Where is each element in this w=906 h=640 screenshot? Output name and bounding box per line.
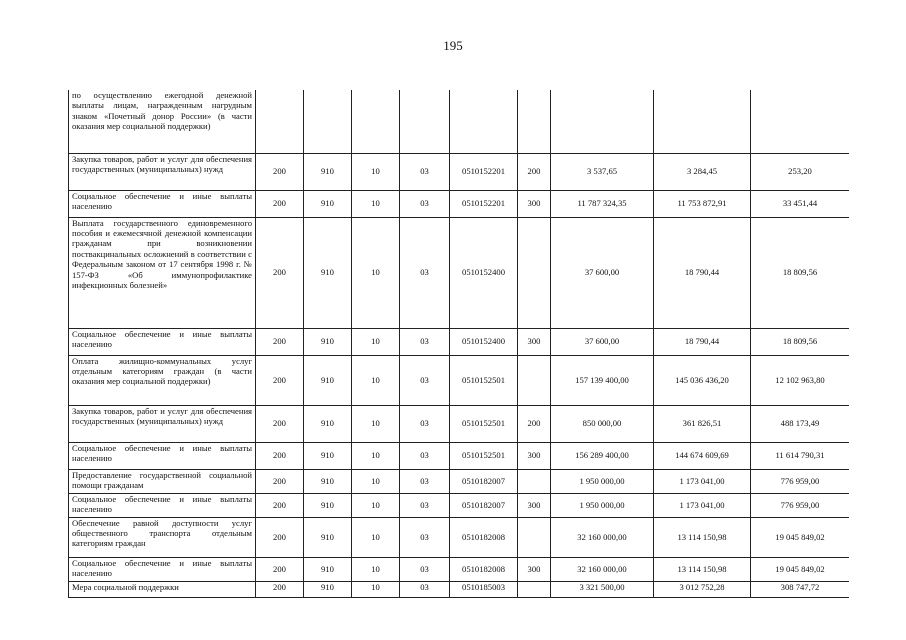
table-row — [69, 217, 850, 328]
table-row — [69, 442, 850, 469]
value-3-cell: 308 747,72 — [751, 581, 850, 597]
column-1-cell: 200 — [256, 405, 304, 442]
column-3-cell: 10 — [352, 217, 400, 328]
table-row — [69, 405, 850, 442]
value-3-cell: 776 959,00 — [751, 493, 850, 517]
value-3-cell — [751, 90, 850, 153]
row-name-cell: Социальное обеспечение и иные выплаты населению — [69, 442, 256, 469]
value-2-cell: 144 674 609,69 — [654, 442, 751, 469]
column-1-cell: 200 — [256, 493, 304, 517]
table-row — [69, 190, 850, 217]
row-name-cell: Обеспечение равной доступности услуг общественного транспорта отдельным категориям граждан — [69, 517, 256, 557]
table-row — [69, 469, 850, 493]
table-row — [69, 557, 850, 581]
column-1-cell: 200 — [256, 190, 304, 217]
row-name-cell: Мера социальной поддержки — [69, 581, 256, 597]
column-2-cell: 910 — [304, 405, 352, 442]
column-5-cell: 0510152201 — [450, 153, 518, 190]
column-5-cell: 0510152501 — [450, 442, 518, 469]
value-1-cell: 850 000,00 — [551, 405, 654, 442]
column-1-cell: 200 — [256, 217, 304, 328]
column-4-cell: 03 — [400, 557, 450, 581]
column-3-cell: 10 — [352, 355, 400, 405]
column-4-cell: 03 — [400, 493, 450, 517]
column-2-cell: 910 — [304, 355, 352, 405]
column-3-cell — [352, 90, 400, 153]
column-4-cell: 03 — [400, 153, 450, 190]
column-6-cell — [518, 517, 551, 557]
column-2-cell: 910 — [304, 190, 352, 217]
value-1-cell: 1 950 000,00 — [551, 493, 654, 517]
column-5-cell — [450, 90, 518, 153]
value-1-cell: 3 321 500,00 — [551, 581, 654, 597]
column-5-cell: 0510152400 — [450, 328, 518, 355]
column-3-cell: 10 — [352, 405, 400, 442]
column-6-cell: 300 — [518, 557, 551, 581]
column-5-cell: 0510152501 — [450, 405, 518, 442]
column-4-cell: 03 — [400, 405, 450, 442]
column-1-cell: 200 — [256, 581, 304, 597]
column-5-cell: 0510182008 — [450, 557, 518, 581]
row-name-cell: Выплата государственного единовременного пособия и ежемесячной денежной компенсации гражданам при возникновении поствакцинальных осложнений в соответствии с Федеральным законом от 17 сентября 1998 г. № 157-ФЗ «Об иммунопрофилактике инфекционных болезней» — [69, 217, 256, 328]
value-2-cell: 1 173 041,00 — [654, 493, 751, 517]
value-3-cell: 12 102 963,80 — [751, 355, 850, 405]
column-6-cell: 300 — [518, 442, 551, 469]
column-6-cell — [518, 469, 551, 493]
value-3-cell: 19 045 849,02 — [751, 557, 850, 581]
value-3-cell: 253,20 — [751, 153, 850, 190]
table-row — [69, 153, 850, 190]
row-name-cell: Оплата жилищно-коммунальных услуг отдельным категориям граждан (в части оказания мер социальной поддержки) — [69, 355, 256, 405]
column-1-cell: 200 — [256, 355, 304, 405]
column-3-cell: 10 — [352, 493, 400, 517]
column-6-cell: 200 — [518, 153, 551, 190]
budget-table — [68, 90, 849, 598]
column-3-cell: 10 — [352, 581, 400, 597]
value-2-cell: 13 114 150,98 — [654, 517, 751, 557]
column-6-cell: 300 — [518, 328, 551, 355]
value-2-cell: 18 790,44 — [654, 328, 751, 355]
column-6-cell — [518, 581, 551, 597]
column-2-cell — [304, 90, 352, 153]
column-3-cell: 10 — [352, 153, 400, 190]
row-name-cell: по осуществлению ежегодной денежной выплаты лицам, награжденным нагрудным знаком «Почетный донор России» (в части оказания мер социальной поддержки) — [69, 90, 256, 153]
column-2-cell: 910 — [304, 469, 352, 493]
value-1-cell: 32 160 000,00 — [551, 557, 654, 581]
row-name-cell: Закупка товаров, работ и услуг для обеспечения государственных (муниципальных) нужд — [69, 405, 256, 442]
row-name-cell: Предоставление государственной социальной помощи гражданам — [69, 469, 256, 493]
column-4-cell: 03 — [400, 469, 450, 493]
column-5-cell: 0510185003 — [450, 581, 518, 597]
table-body — [69, 90, 850, 597]
column-3-cell: 10 — [352, 328, 400, 355]
value-2-cell: 11 753 872,91 — [654, 190, 751, 217]
column-3-cell: 10 — [352, 557, 400, 581]
value-2-cell: 1 173 041,00 — [654, 469, 751, 493]
column-6-cell — [518, 90, 551, 153]
column-4-cell: 03 — [400, 442, 450, 469]
column-3-cell: 10 — [352, 190, 400, 217]
table-row — [69, 328, 850, 355]
column-2-cell: 910 — [304, 493, 352, 517]
column-3-cell: 10 — [352, 517, 400, 557]
column-1-cell: 200 — [256, 557, 304, 581]
budget-table-container — [68, 90, 849, 640]
column-4-cell: 03 — [400, 355, 450, 405]
column-3-cell: 10 — [352, 442, 400, 469]
column-5-cell: 0510182007 — [450, 469, 518, 493]
value-1-cell — [551, 90, 654, 153]
row-name-cell: Закупка товаров, работ и услуг для обеспечения государственных (муниципальных) нужд — [69, 153, 256, 190]
column-3-cell: 10 — [352, 469, 400, 493]
value-3-cell: 488 173,49 — [751, 405, 850, 442]
value-2-cell: 3 012 752,28 — [654, 581, 751, 597]
column-5-cell: 0510152501 — [450, 355, 518, 405]
column-1-cell: 200 — [256, 442, 304, 469]
column-2-cell: 910 — [304, 442, 352, 469]
column-6-cell — [518, 217, 551, 328]
column-6-cell: 300 — [518, 493, 551, 517]
value-1-cell: 156 289 400,00 — [551, 442, 654, 469]
value-1-cell: 32 160 000,00 — [551, 517, 654, 557]
value-2-cell: 18 790,44 — [654, 217, 751, 328]
value-1-cell: 11 787 324,35 — [551, 190, 654, 217]
page-number: 195 — [443, 38, 463, 53]
row-name-cell: Социальное обеспечение и иные выплаты населению — [69, 190, 256, 217]
column-6-cell: 300 — [518, 190, 551, 217]
column-5-cell: 0510152201 — [450, 190, 518, 217]
column-2-cell: 910 — [304, 153, 352, 190]
value-1-cell: 1 950 000,00 — [551, 469, 654, 493]
value-3-cell: 18 809,56 — [751, 328, 850, 355]
table-row — [69, 517, 850, 557]
column-4-cell: 03 — [400, 217, 450, 328]
value-3-cell: 19 045 849,02 — [751, 517, 850, 557]
column-1-cell — [256, 90, 304, 153]
table-row — [69, 493, 850, 517]
column-2-cell: 910 — [304, 557, 352, 581]
value-1-cell: 157 139 400,00 — [551, 355, 654, 405]
column-4-cell: 03 — [400, 190, 450, 217]
value-3-cell: 18 809,56 — [751, 217, 850, 328]
column-4-cell — [400, 90, 450, 153]
column-2-cell: 910 — [304, 581, 352, 597]
value-3-cell: 776 959,00 — [751, 469, 850, 493]
value-3-cell: 11 614 790,31 — [751, 442, 850, 469]
value-2-cell: 145 036 436,20 — [654, 355, 751, 405]
value-3-cell: 33 451,44 — [751, 190, 850, 217]
value-1-cell: 37 600,00 — [551, 328, 654, 355]
column-1-cell: 200 — [256, 469, 304, 493]
value-2-cell: 3 284,45 — [654, 153, 751, 190]
column-2-cell: 910 — [304, 517, 352, 557]
value-1-cell: 3 537,65 — [551, 153, 654, 190]
column-1-cell: 200 — [256, 517, 304, 557]
value-2-cell: 13 114 150,98 — [654, 557, 751, 581]
row-name-cell: Социальное обеспечение и иные выплаты населению — [69, 557, 256, 581]
column-4-cell: 03 — [400, 581, 450, 597]
column-1-cell: 200 — [256, 153, 304, 190]
column-5-cell: 0510182007 — [450, 493, 518, 517]
column-2-cell: 910 — [304, 217, 352, 328]
column-1-cell: 200 — [256, 328, 304, 355]
column-6-cell — [518, 355, 551, 405]
table-row — [69, 355, 850, 405]
value-1-cell: 37 600,00 — [551, 217, 654, 328]
table-row — [69, 581, 850, 597]
table-row — [69, 90, 850, 153]
column-6-cell: 200 — [518, 405, 551, 442]
value-2-cell — [654, 90, 751, 153]
column-5-cell: 0510182008 — [450, 517, 518, 557]
row-name-cell: Социальное обеспечение и иные выплаты населению — [69, 493, 256, 517]
value-2-cell: 361 826,51 — [654, 405, 751, 442]
column-2-cell: 910 — [304, 328, 352, 355]
column-4-cell: 03 — [400, 517, 450, 557]
column-4-cell: 03 — [400, 328, 450, 355]
row-name-cell: Социальное обеспечение и иные выплаты населению — [69, 328, 256, 355]
column-5-cell: 0510152400 — [450, 217, 518, 328]
